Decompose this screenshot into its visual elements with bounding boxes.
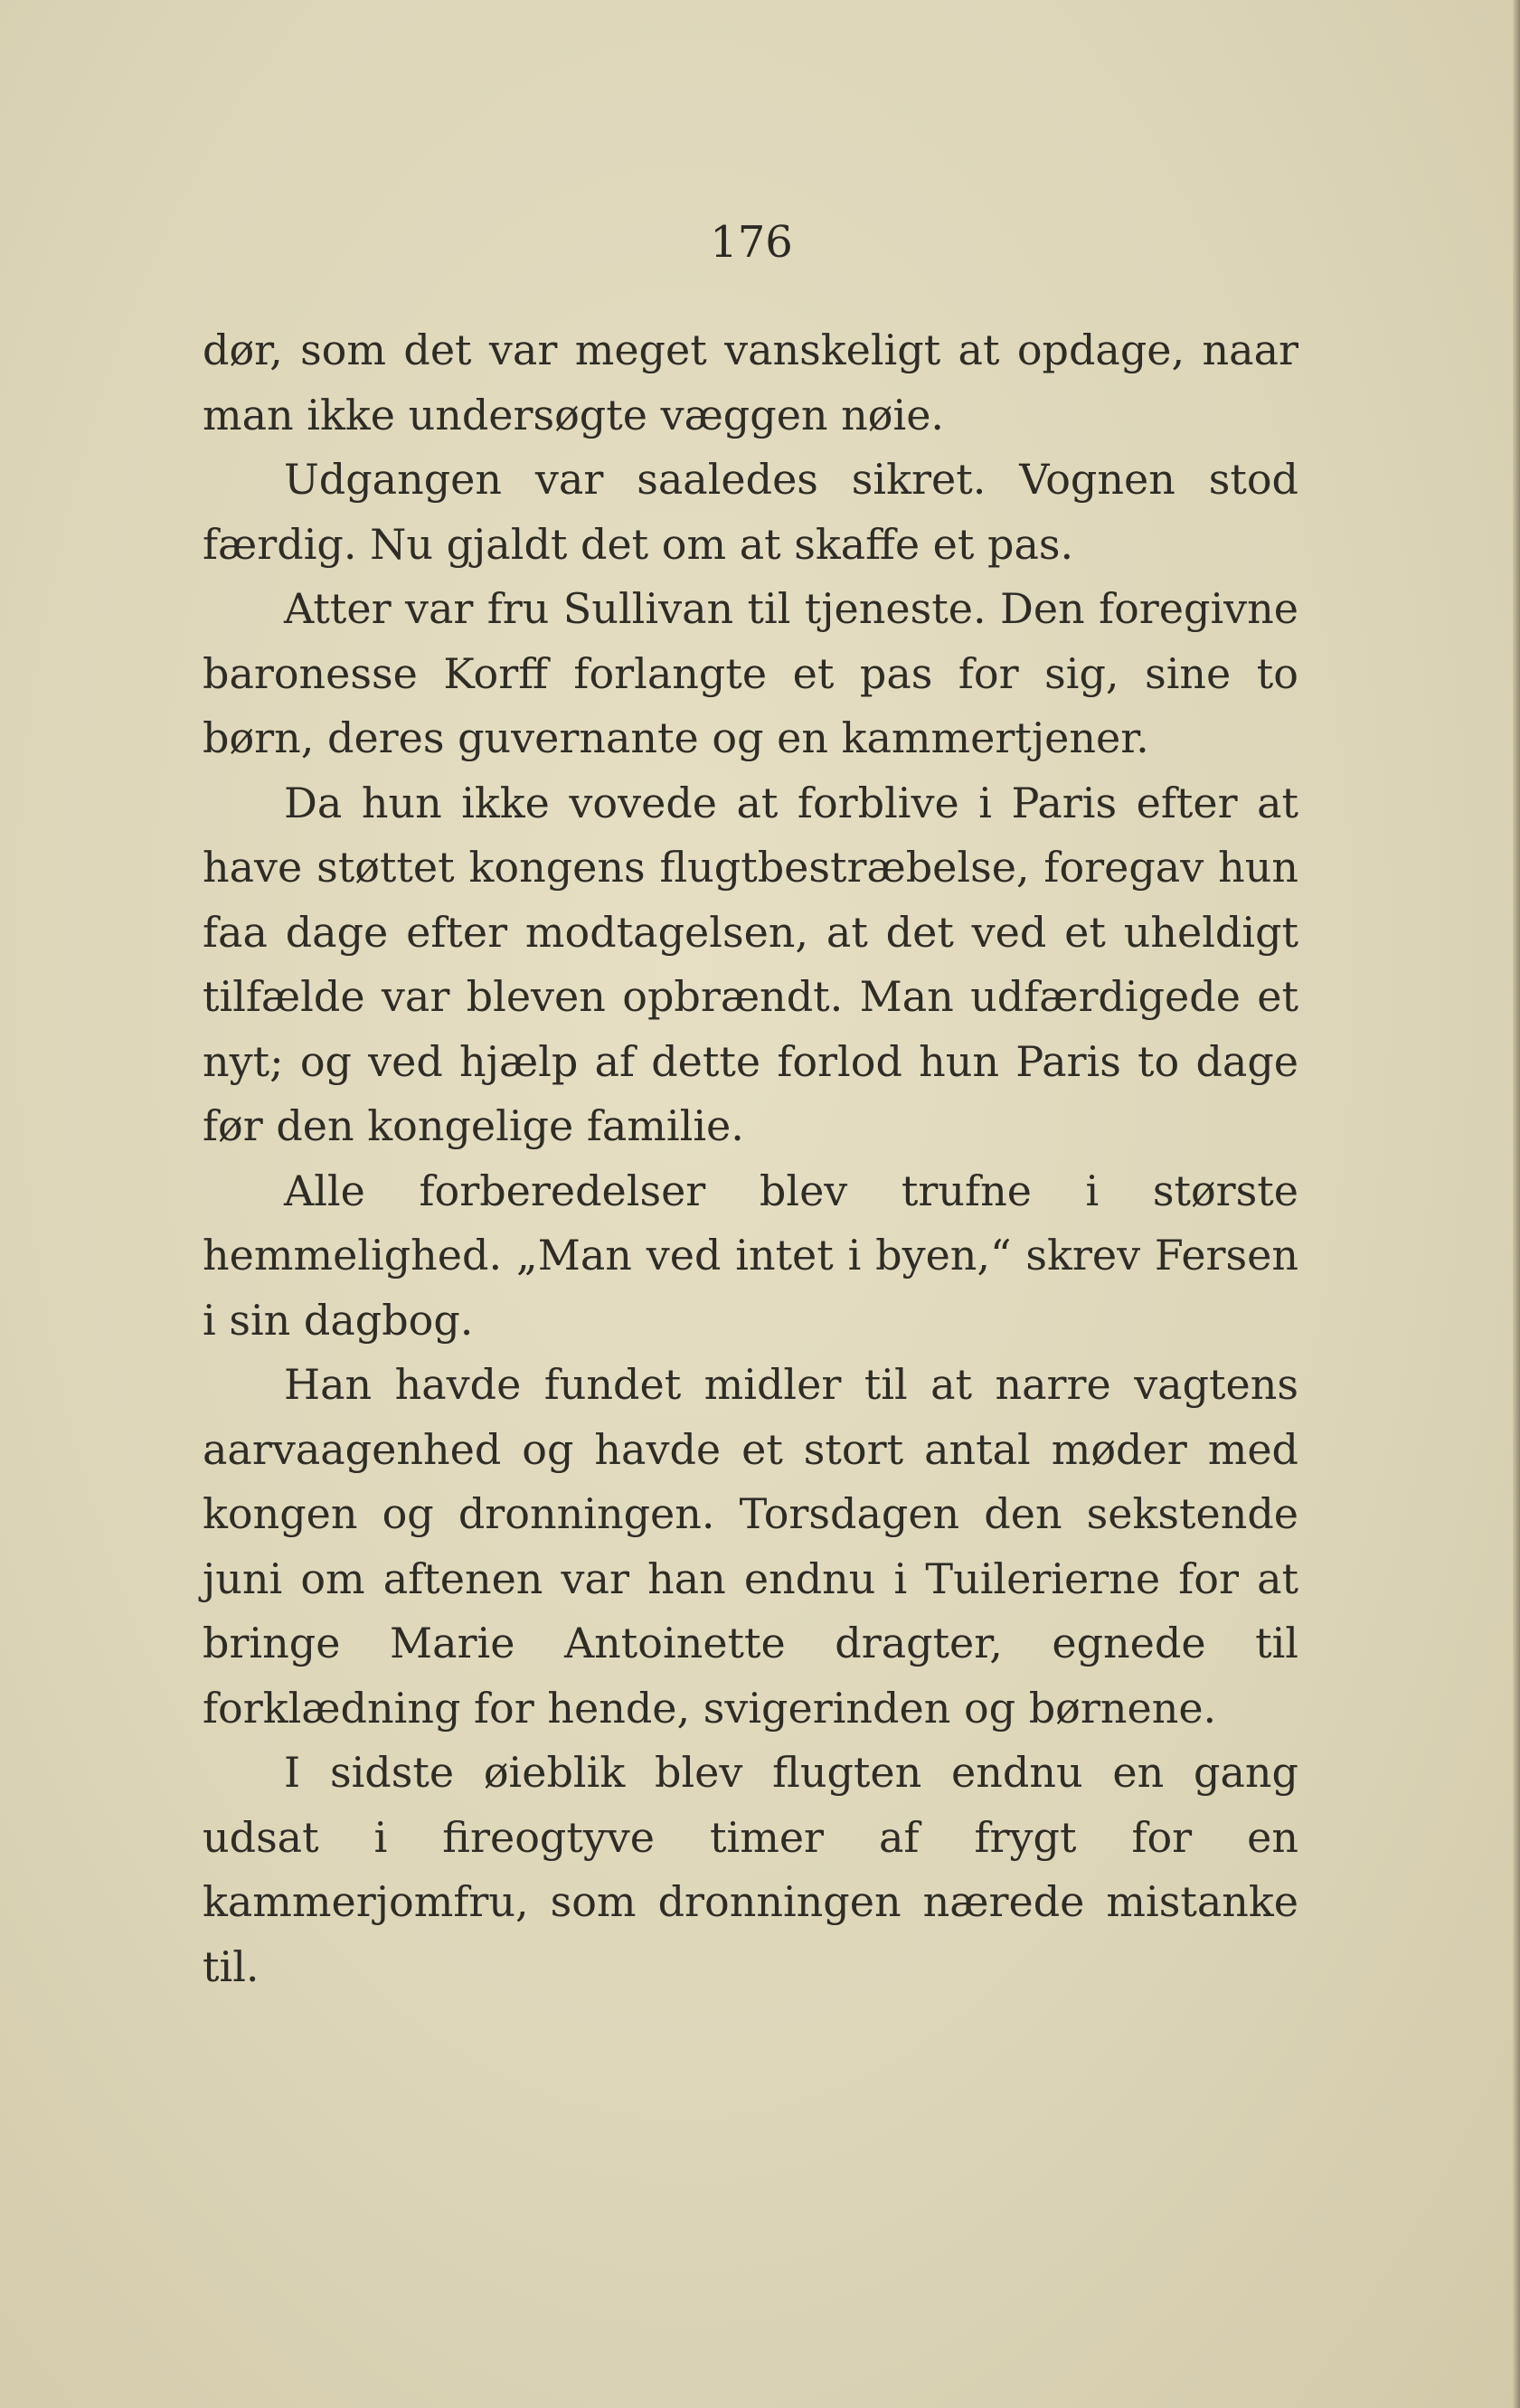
- paragraph: I sidste øieblik blev flugten endnu en gang udsat i fireogtyve timer af frygt for en kammerjomfru, som dronningen nærede mistanke til.: [203, 1748, 1298, 1991]
- paragraph: Da hun ikke vovede at forblive i Paris efter at have støttet kongens flugtbestræbelse, foregav hun faa dage efter modtagelsen, at det ved et uheldigt tilfælde var bleven opbrændt. Man udfærdigede et nyt; og ved hjælp af dette forlod hun Paris to dage før den kongelige familie.: [203, 778, 1298, 1150]
- paragraph: Han havde fundet midler til at narre vagtens aarvaagenhed og havde et stort antal møder med kongen og dronningen. Torsdagen den sekstende juni om aftenen var han endnu i Tuilerierne for at bringe Marie Antoinette dragter, egnede til forklædning for hende, svigerinden og børnene.: [203, 1360, 1298, 1733]
- body-text: [203, 318, 1298, 1999]
- paragraph: Atter var fru Sullivan til tjeneste. Den foregivne baronesse Korff forlangte et pas for sig, sine to børn, deres guvernante og en kammertjener.: [203, 584, 1298, 762]
- paragraph: Alle forberedelser blev trufne i største hemmelighed. „Man ved intet i byen,“ skrev Fersen i sin dagbog.: [203, 1166, 1298, 1345]
- page-edge-shadow: [1513, 0, 1520, 2408]
- page-number: 176: [710, 217, 793, 268]
- paragraph: Udgangen var saaledes sikret. Vognen stod færdig. Nu gjaldt det om at skaffe et pas.: [203, 455, 1298, 569]
- paragraph-continuation: dør, som det var meget vanskeligt at opdage, naar man ikke undersøgte væggen nøie.: [203, 326, 1298, 439]
